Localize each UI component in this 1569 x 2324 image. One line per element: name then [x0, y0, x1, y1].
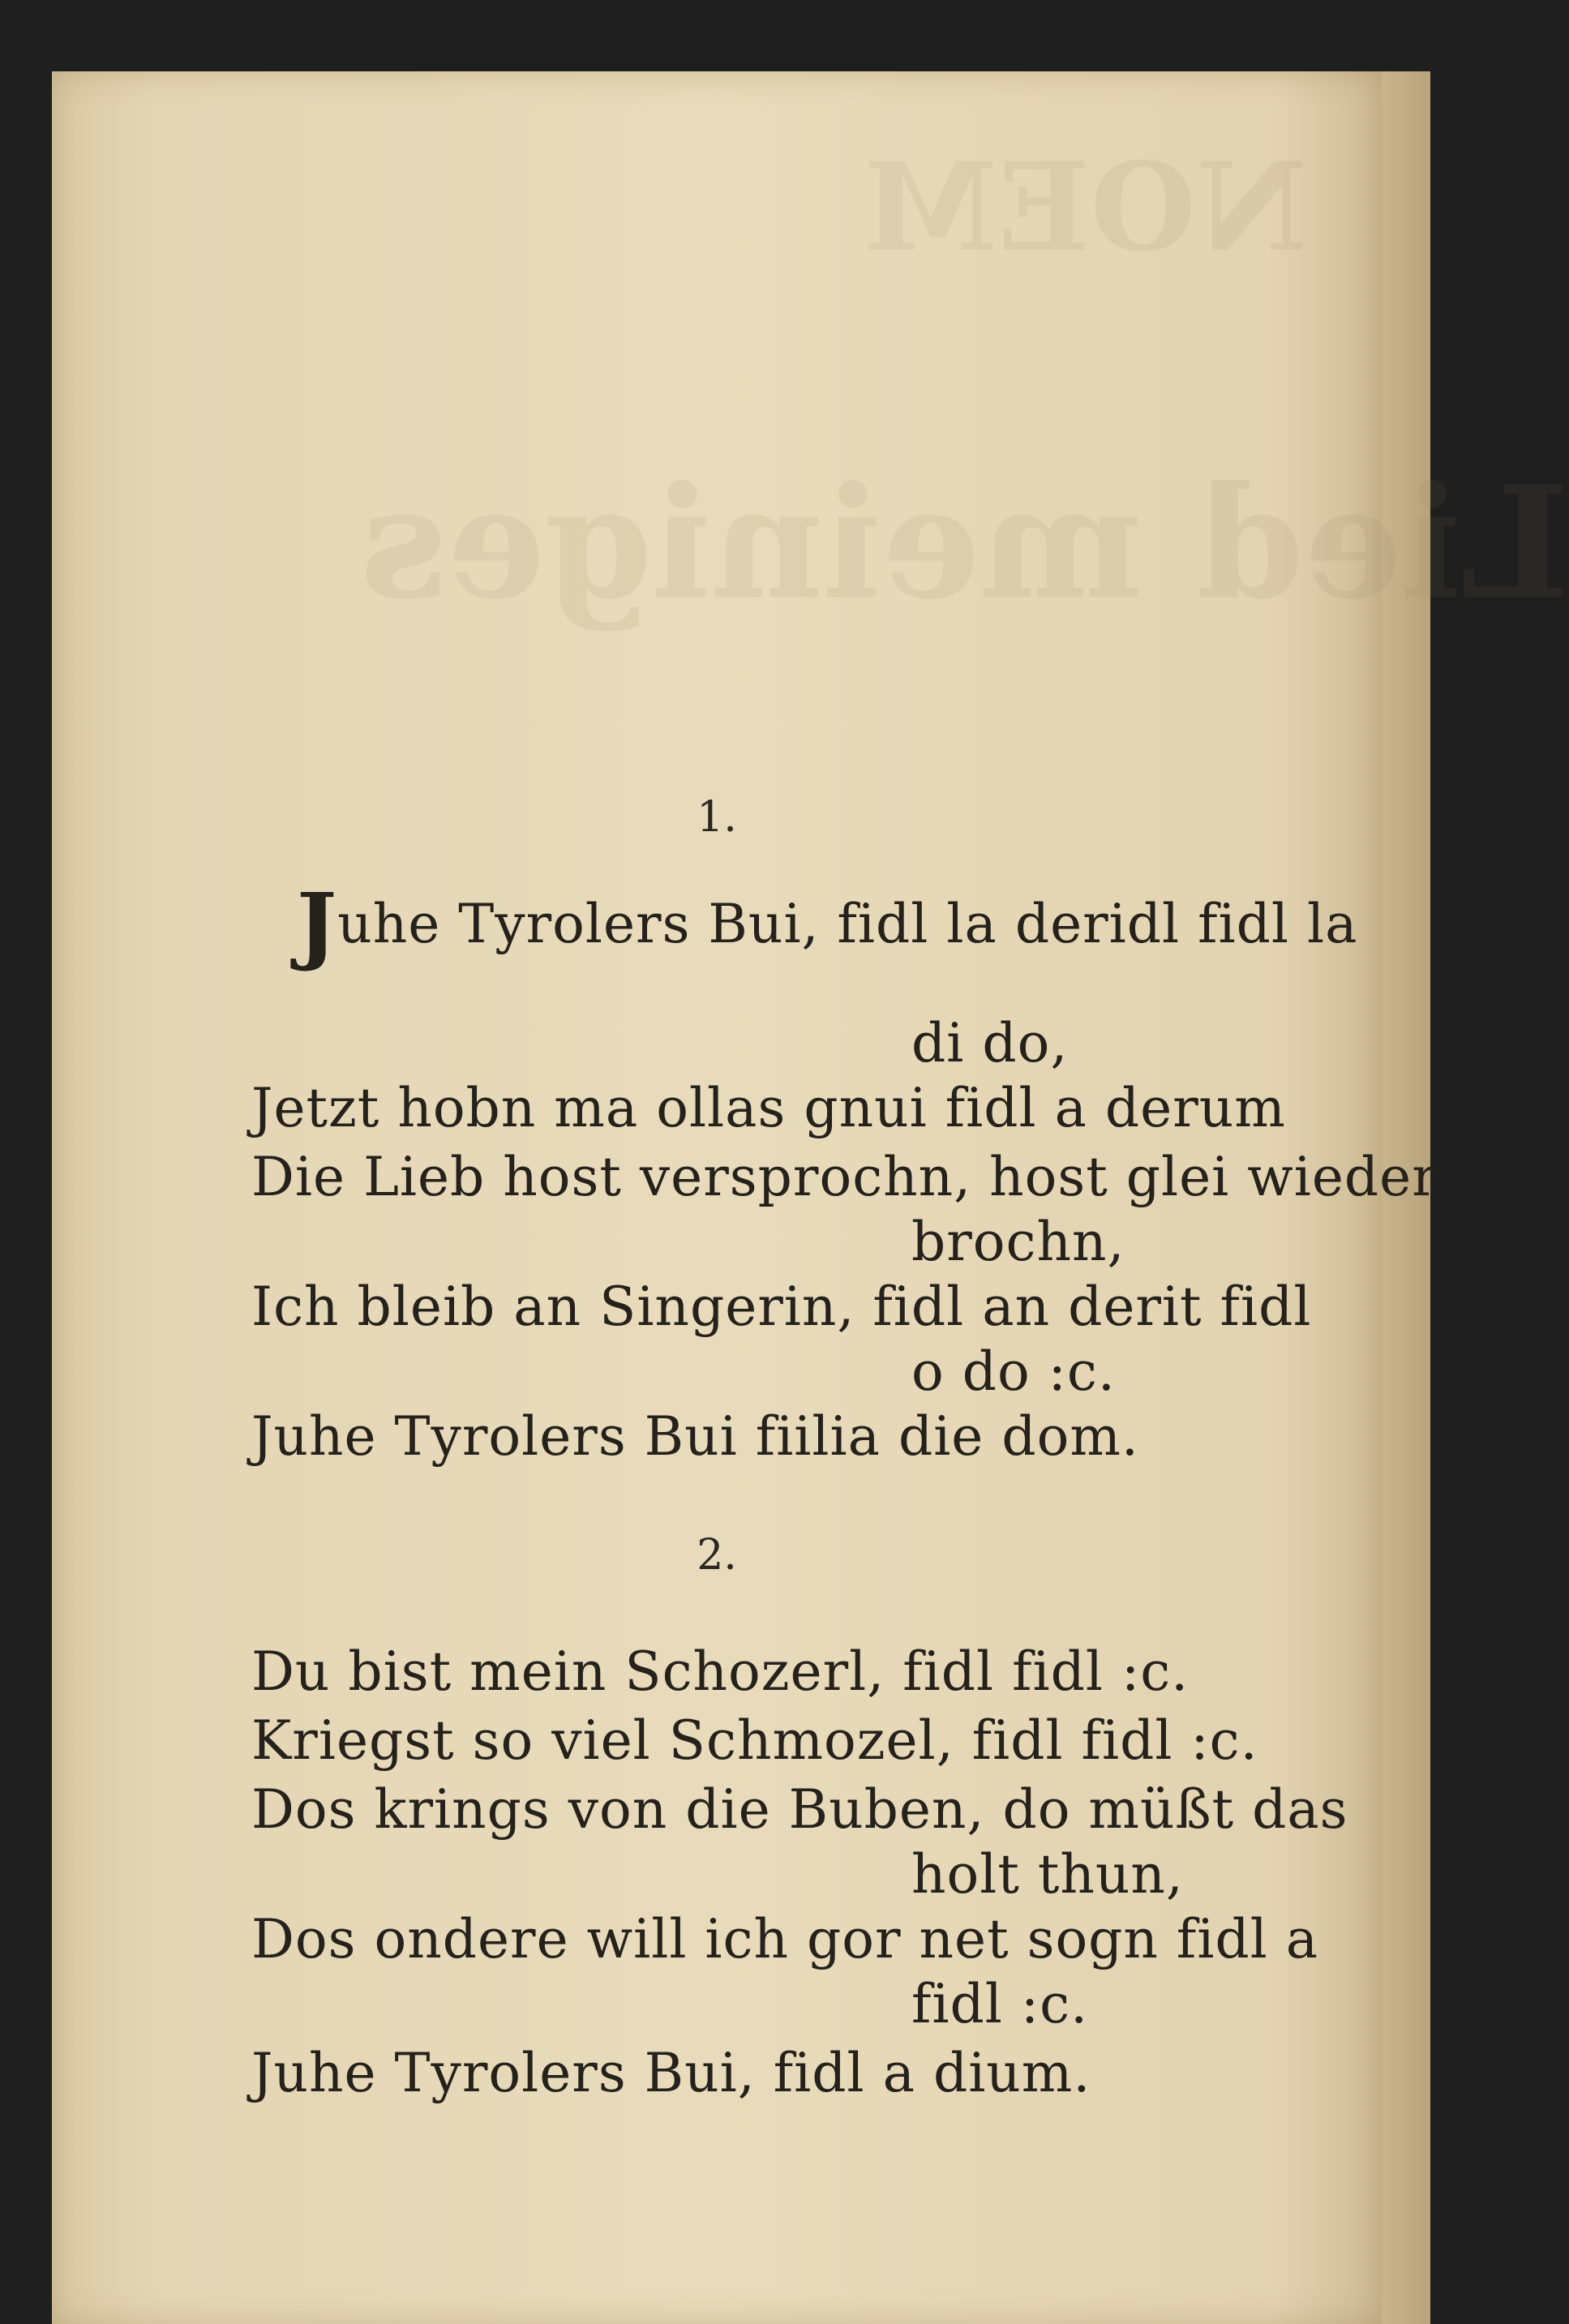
- verse-line: Juhe Tyrolers Bui, fidl a dium.: [251, 2042, 1091, 2104]
- verse-line-text: uhe Tyrolers Bui, fidl la deridl fidl la: [337, 893, 1358, 955]
- show-through-mark: Lied meiniges: [360, 452, 1569, 633]
- verse-line: brochn,: [911, 1211, 1125, 1273]
- verse-line: holt thun,: [911, 1843, 1184, 1906]
- verse-line: o do :c.: [911, 1340, 1116, 1403]
- show-through-mark: NOEM: [863, 136, 1308, 279]
- verse-number: 2.: [697, 1531, 737, 1580]
- verse-line: Du bist mein Schozerl, fidl fidl :c.: [251, 1640, 1190, 1703]
- verse-line: Dos ondere will ich gor net sogn fidl a: [251, 1908, 1319, 1970]
- verse-line: Juhe Tyrolers Bui fiilia die dom.: [251, 1405, 1139, 1468]
- verse-line: fidl :c.: [911, 1973, 1089, 2035]
- drop-cap: J: [297, 874, 338, 974]
- book-page: [52, 71, 1569, 2324]
- verse-line: di do,: [911, 1012, 1069, 1074]
- verse-line: Kriegst so viel Schmozel, fidl fidl :c.: [251, 1709, 1258, 1772]
- verse-line: Ich bleib an Singerin, fidl an derit fidl: [251, 1276, 1312, 1338]
- verse-line: Dos krings von die Buben, do müßt das: [251, 1778, 1348, 1841]
- verse-number: 1.: [697, 793, 737, 842]
- verse-line: Die Lieb host versprochn, host glei wieder: [251, 1146, 1438, 1208]
- verse-line: [297, 874, 1358, 974]
- verse-line: Jetzt hobn ma ollas gnui fidl a derum: [251, 1077, 1286, 1139]
